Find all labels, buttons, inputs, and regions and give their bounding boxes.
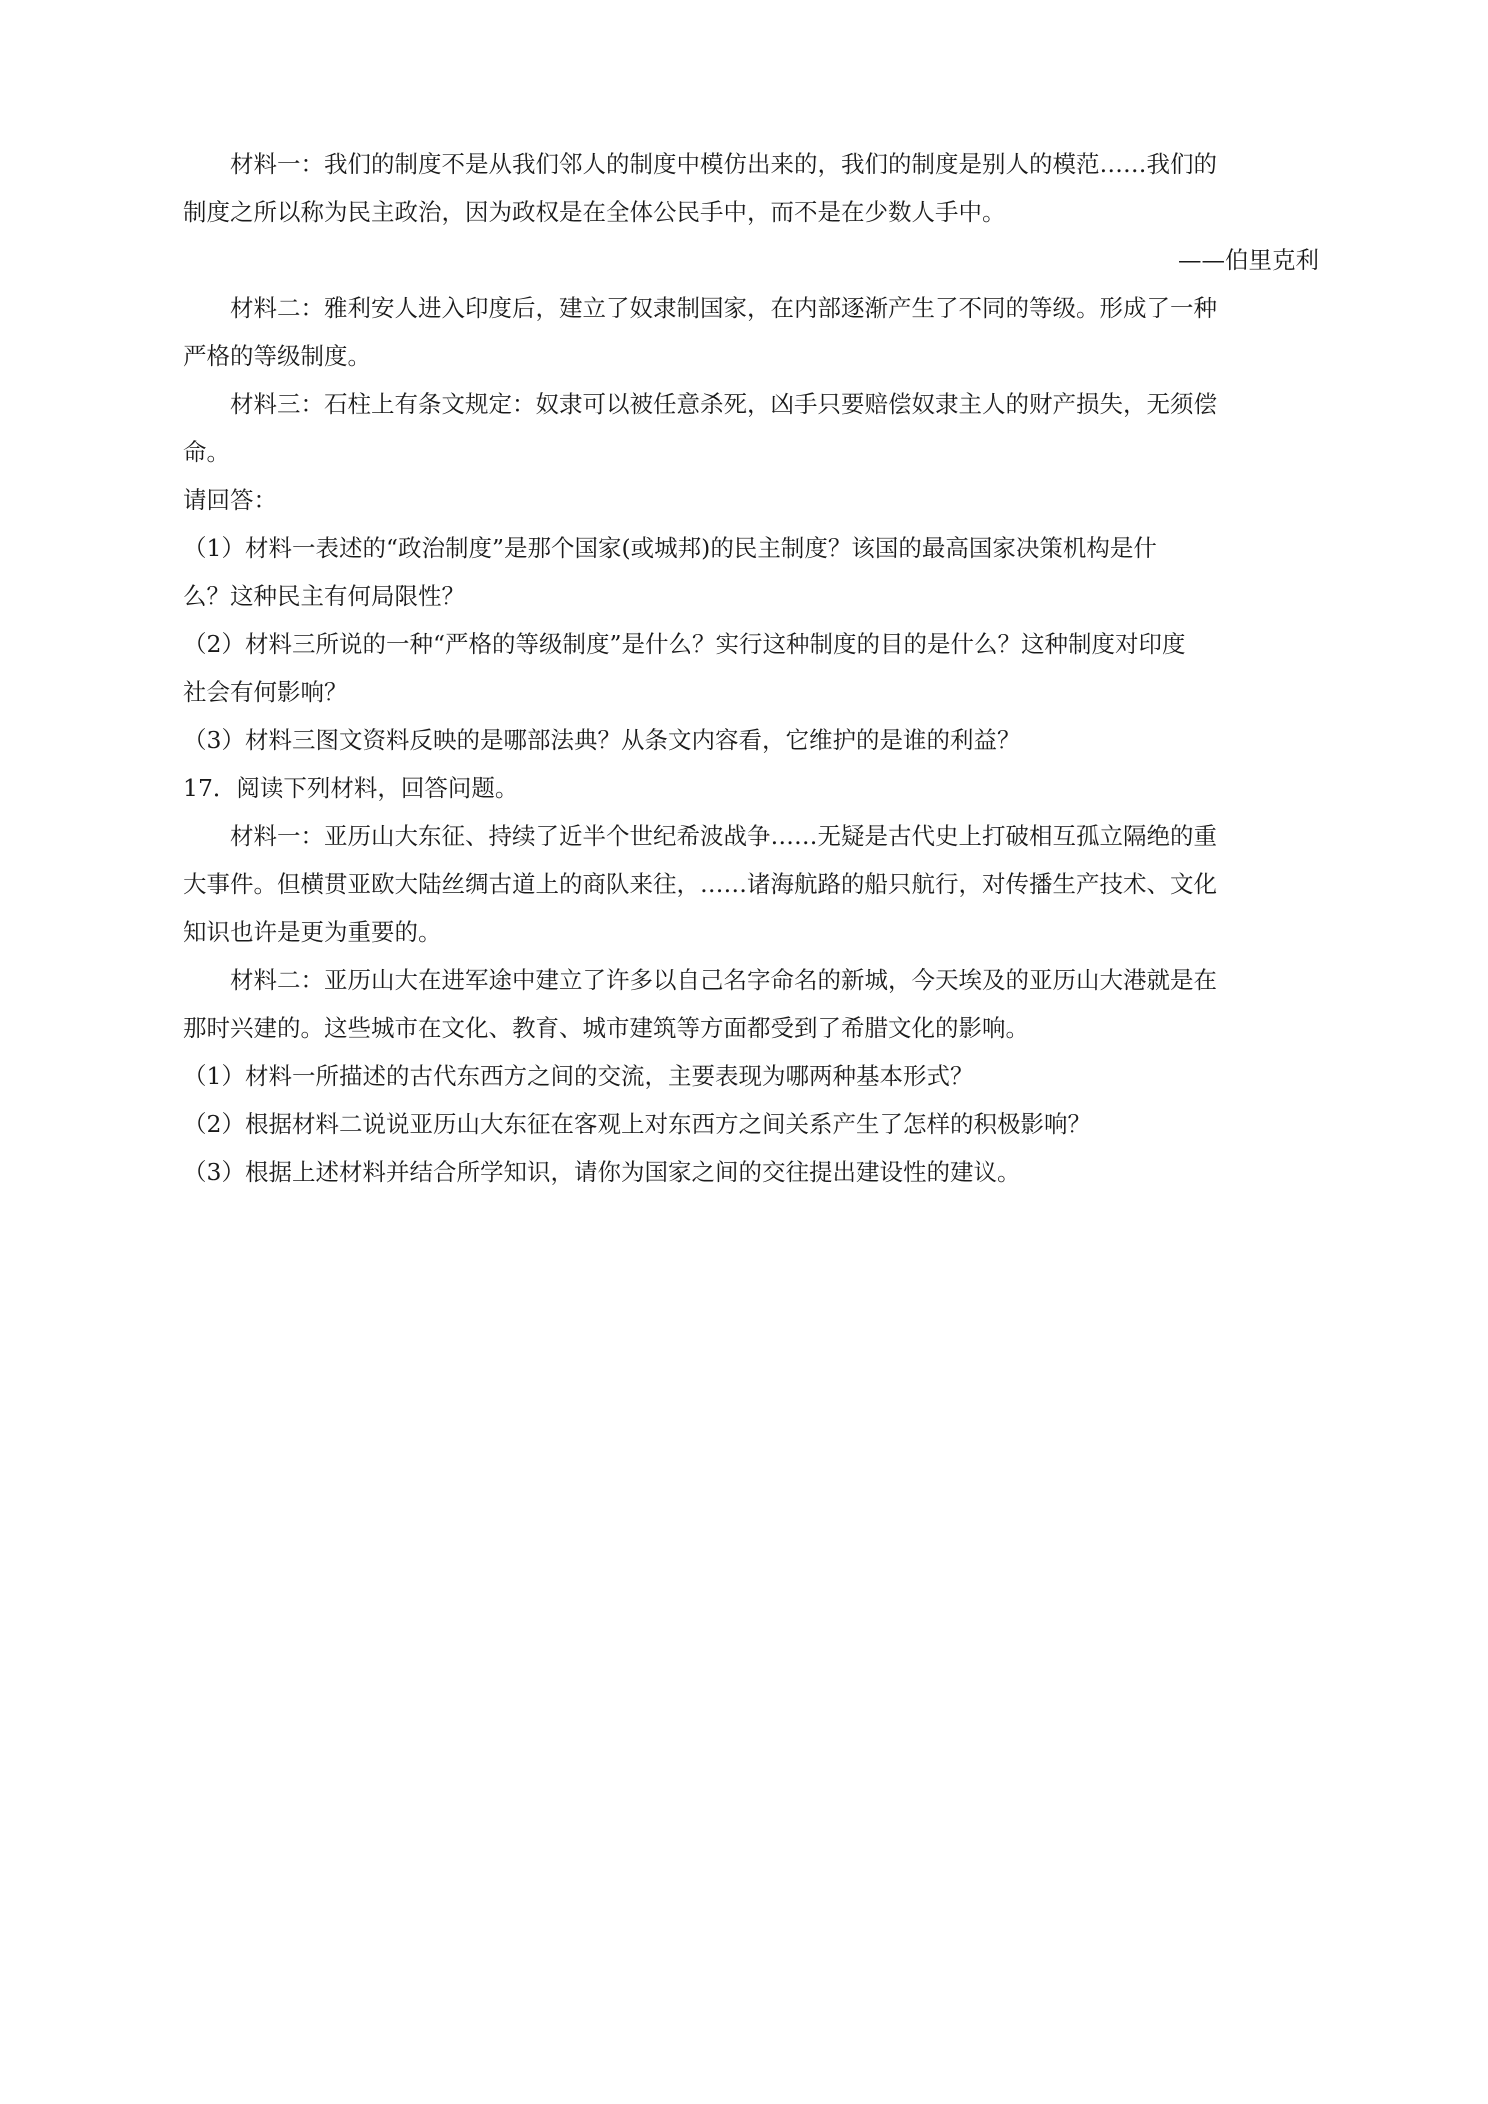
material-3-line-1: 材料三：石柱上有条文规定：奴隶可以被任意杀死，凶手只要赔偿奴隶主人的财产损失，无须偿 (230, 390, 1217, 418)
material-1-line-1: 材料一：我们的制度不是从我们邻人的制度中模仿出来的，我们的制度是别人的模范……我们的 (230, 150, 1217, 178)
q17-material-2-line-2: 那时兴建的。这些城市在文化、教育、城市建筑等方面都受到了希腊文化的影响。 (183, 1014, 1029, 1042)
question-16-1-line-1: （1）材料一表述的“政治制度”是那个国家(或城邦)的民主制度？该国的最高国家决策机构是什 (183, 534, 1157, 562)
question-16-3: （3）材料三图文资料反映的是哪部法典？从条文内容看，它维护的是谁的利益？ (183, 726, 1021, 754)
material-2-line-2: 严格的等级制度。 (183, 342, 371, 370)
question-17-3: （3）根据上述材料并结合所学知识，请你为国家之间的交往提出建设性的建议。 (183, 1158, 1021, 1186)
question-17-1: （1）材料一所描述的古代东西方之间的交流，主要表现为哪两种基本形式？ (183, 1062, 974, 1090)
question-17-title: 17．阅读下列材料，回答问题。 (183, 774, 519, 802)
q17-material-1-line-2: 大事件。但横贯亚欧大陆丝绸古道上的商队来往，……诸海航路的船只航行，对传播生产技术、文化 (183, 870, 1217, 898)
material-1-author: ——伯里克利 (1178, 246, 1319, 274)
q17-material-2-line-1: 材料二：亚历山大在进军途中建立了许多以自己名字命名的新城，今天埃及的亚历山大港就是在 (230, 966, 1217, 994)
q17-material-1-line-1: 材料一：亚历山大东征、持续了近半个世纪希波战争……无疑是古代史上打破相互孤立隔绝的重 (230, 822, 1217, 850)
material-3-line-2: 命。 (183, 438, 230, 466)
document-page (183, 140, 1319, 1196)
question-16-2-line-1: （2）材料三所说的一种“严格的等级制度”是什么？实行这种制度的目的是什么？这种制度对印度 (183, 630, 1186, 658)
material-1-line-2: 制度之所以称为民主政治，因为政权是在全体公民手中，而不是在少数人手中。 (183, 198, 1006, 226)
answer-prompt: 请回答： (183, 486, 277, 514)
question-16-1-line-2: 么？这种民主有何局限性？ (183, 582, 465, 610)
q17-material-1-line-3: 知识也许是更为重要的。 (183, 918, 442, 946)
question-16-2-line-2: 社会有何影响？ (183, 678, 348, 706)
question-17-2: （2）根据材料二说说亚历山大东征在客观上对东西方之间关系产生了怎样的积极影响？ (183, 1110, 1091, 1138)
material-2-line-1: 材料二：雅利安人进入印度后，建立了奴隶制国家，在内部逐渐产生了不同的等级。形成了一种 (230, 294, 1217, 322)
